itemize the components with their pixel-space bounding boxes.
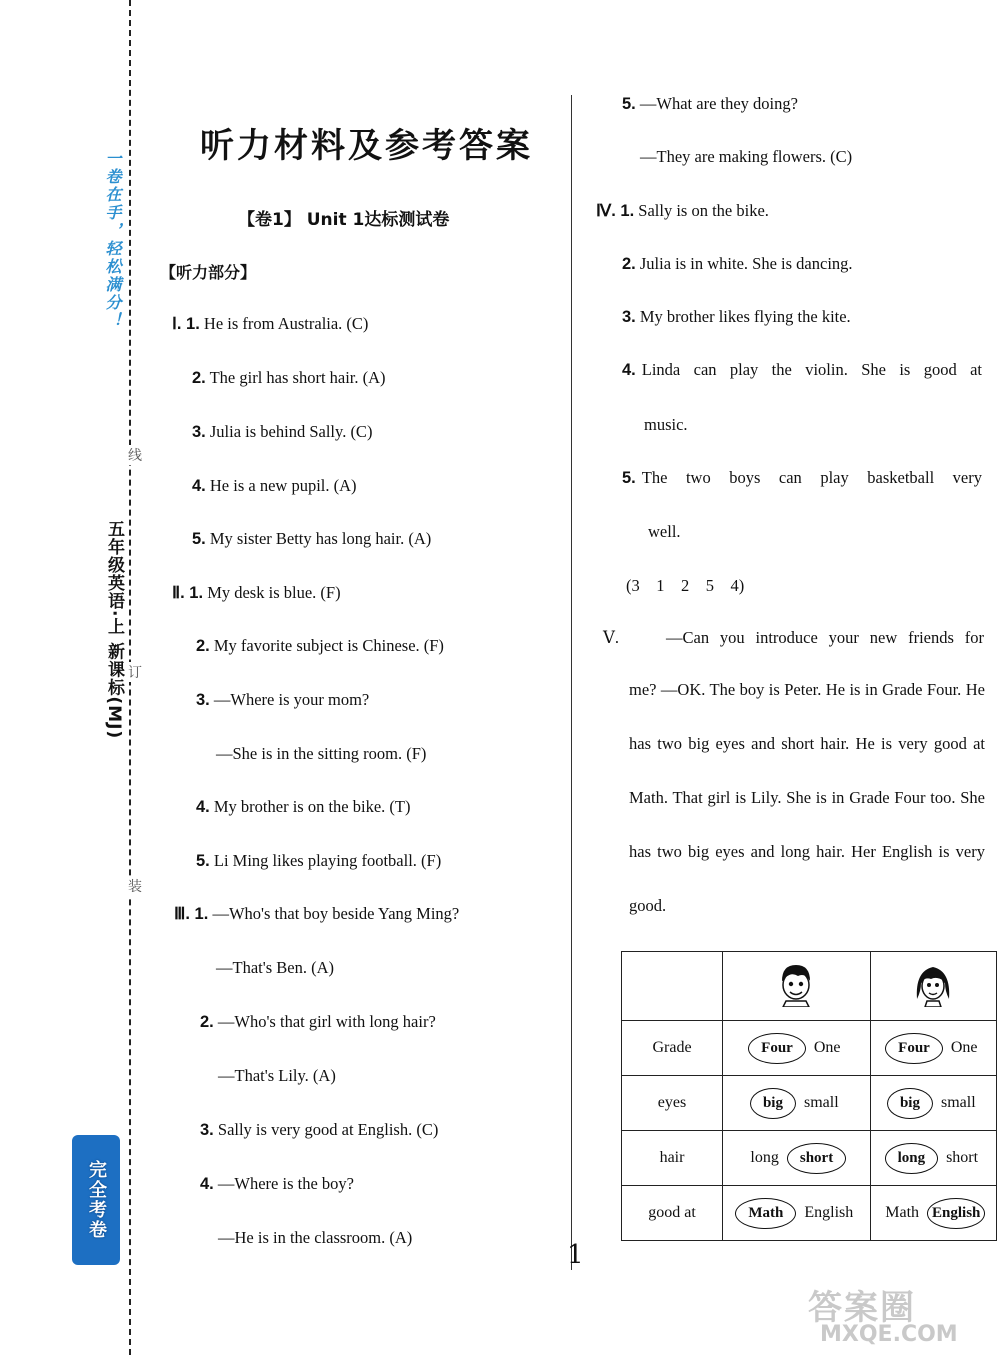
column-divider: [571, 95, 572, 1270]
boy-grade-cell: [723, 1021, 871, 1076]
item-text: Li Ming likes playing football. (F): [209, 851, 442, 870]
answer-line: [196, 690, 369, 710]
answer-line: [200, 1174, 354, 1194]
item-text: Sally is very good at English. (C): [213, 1120, 439, 1139]
girl-good-at-cell: [870, 1186, 996, 1241]
item-text: —Where is the boy?: [213, 1174, 354, 1193]
answer-line: 5. —What are they doing?: [622, 94, 798, 113]
circled-choice: English: [927, 1198, 985, 1229]
item-number: Ⅱ. 1.: [172, 584, 204, 602]
item-text: —Who's that girl with long hair?: [213, 1012, 436, 1031]
row-label: Grade: [622, 1021, 723, 1076]
item-text: —Where is your mom?: [209, 690, 370, 709]
other-choice: One: [950, 1038, 978, 1056]
item-number: 2.: [196, 637, 210, 655]
answer-line: [216, 958, 334, 978]
vertical-slogan: 一卷在手，轻松满分！: [103, 150, 122, 330]
section-heading: 【听力部分】: [160, 263, 257, 282]
passage-text: me? —OK. The boy is Peter. He is in Grade Four. He has two big eyes and short hair. He is very good at Math. That girl is Lily. She is in Grade Four too. She has two big eyes and long hair. Her English is very good.: [629, 680, 985, 915]
item-text: My desk is blue. (F): [203, 583, 341, 602]
item-text: Julia is behind Sally. (C): [205, 422, 373, 441]
answer-line: [216, 744, 426, 764]
cut-label-mid: 订: [128, 662, 142, 682]
watermark-url: MXQE.COM: [820, 1322, 958, 1347]
item-number: 4.: [192, 477, 206, 495]
circled-choice: long: [885, 1143, 939, 1174]
item-text: —Who's that boy beside Yang Ming?: [208, 904, 460, 923]
circled-choice: Four: [885, 1033, 943, 1064]
answer-line: well.: [648, 522, 681, 541]
other-choice: English: [804, 1203, 854, 1221]
answer-line: 2. Julia is in white. She is dancing.: [622, 254, 853, 273]
item-number: Ⅲ. 1.: [174, 905, 209, 923]
item-text: —That's Ben. (A): [216, 958, 334, 977]
answer-line: [192, 422, 372, 442]
item-number: 2.: [192, 369, 206, 387]
boy-face-icon: [776, 961, 816, 1007]
circled-choice: Math: [735, 1198, 796, 1229]
item-text: —That's Lily. (A): [218, 1066, 336, 1085]
vertical-book-title: 五年级英语·上 新课标(MJ): [104, 520, 124, 740]
item-text: He is a new pupil. (A): [205, 476, 357, 495]
circled-choice: Four: [748, 1033, 806, 1064]
other-choice: Math: [885, 1203, 920, 1221]
row-label: hair: [622, 1131, 723, 1186]
circled-choice: big: [750, 1088, 796, 1119]
other-choice: short: [946, 1148, 979, 1166]
answer-line: Ⅳ. 1. Sally is on the bike.: [596, 201, 769, 220]
answer-line: —They are making flowers. (C): [640, 147, 853, 166]
item-number: 4.: [200, 1175, 214, 1193]
other-choice: small: [803, 1093, 839, 1111]
table-corner: [622, 952, 723, 1021]
girl-hair-cell: [870, 1131, 996, 1186]
item-number: 4.: [196, 798, 210, 816]
answer-line: 5. The two boys can play basketball very: [622, 468, 982, 487]
item-text: —He is in the classroom. (A): [218, 1228, 413, 1247]
girl-picture-cell: [870, 952, 996, 1021]
item-number: 2.: [200, 1013, 214, 1031]
item-text: He is from Australia. (C): [199, 314, 369, 333]
answer-line: [196, 851, 441, 871]
item-number: 3.: [200, 1121, 214, 1139]
item-number: 3.: [192, 423, 206, 441]
answer-line: [192, 368, 386, 388]
girl-face-icon: [913, 961, 953, 1007]
boy-good-at-cell: [723, 1186, 871, 1241]
girl-grade-cell: [870, 1021, 996, 1076]
answer-order: (3 1 2 5 4): [626, 576, 745, 595]
item-text: My favorite subject is Chinese. (F): [209, 636, 444, 655]
answer-line: [174, 904, 459, 924]
item-text: The girl has short hair. (A): [205, 368, 386, 387]
item-number: Ⅰ. 1.: [172, 315, 200, 333]
answer-line: [218, 1228, 412, 1248]
boy-picture-cell: [723, 952, 871, 1021]
section-v-label: Ⅴ.: [603, 628, 620, 647]
answer-line: music.: [644, 415, 688, 434]
answer-table: [621, 951, 997, 1241]
answer-line: [218, 1066, 336, 1086]
answer-line: 4. Linda can play the violin. She is good at: [622, 360, 982, 379]
boy-hair-cell: [723, 1131, 871, 1186]
item-text: My sister Betty has long hair. (A): [205, 529, 432, 548]
cut-label-bottom: 装: [128, 876, 142, 896]
series-logo-text: 完全考卷: [86, 1160, 107, 1240]
answer-line: —Can you introduce your new friends for: [666, 628, 984, 647]
other-choice: long: [750, 1148, 779, 1166]
item-number: 5.: [196, 852, 210, 870]
other-choice: One: [813, 1038, 841, 1056]
item-text: My brother is on the bike. (T): [209, 797, 411, 816]
boy-eyes-cell: [723, 1076, 871, 1131]
item-number: 5.: [192, 530, 206, 548]
item-text: —She is in the sitting room. (F): [216, 744, 427, 763]
answer-line: [196, 797, 410, 817]
answer-line: 3. My brother likes flying the kite.: [622, 307, 851, 326]
paper-subtitle: 【卷1】 Unit 1达标测试卷: [238, 210, 450, 230]
cut-label-top: 线: [128, 445, 142, 465]
answer-line: [172, 583, 341, 603]
series-logo: [72, 1135, 120, 1265]
answer-line: [192, 529, 431, 549]
other-choice: small: [940, 1093, 976, 1111]
circled-choice: big: [887, 1088, 933, 1119]
circled-choice: short: [787, 1143, 846, 1174]
row-label: eyes: [622, 1076, 723, 1131]
answer-line: [172, 314, 368, 334]
page-mark: 1: [567, 1240, 584, 1270]
row-label: good at: [622, 1186, 723, 1241]
item-number: 3.: [196, 691, 210, 709]
page-title: 听力材料及参考答案: [200, 126, 533, 166]
answer-line: [192, 476, 357, 496]
answer-line: [200, 1012, 436, 1032]
girl-eyes-cell: [870, 1076, 996, 1131]
watermark-logo: 答案圈: [808, 1288, 916, 1328]
answer-line: [196, 636, 444, 656]
answer-line: [200, 1120, 438, 1140]
